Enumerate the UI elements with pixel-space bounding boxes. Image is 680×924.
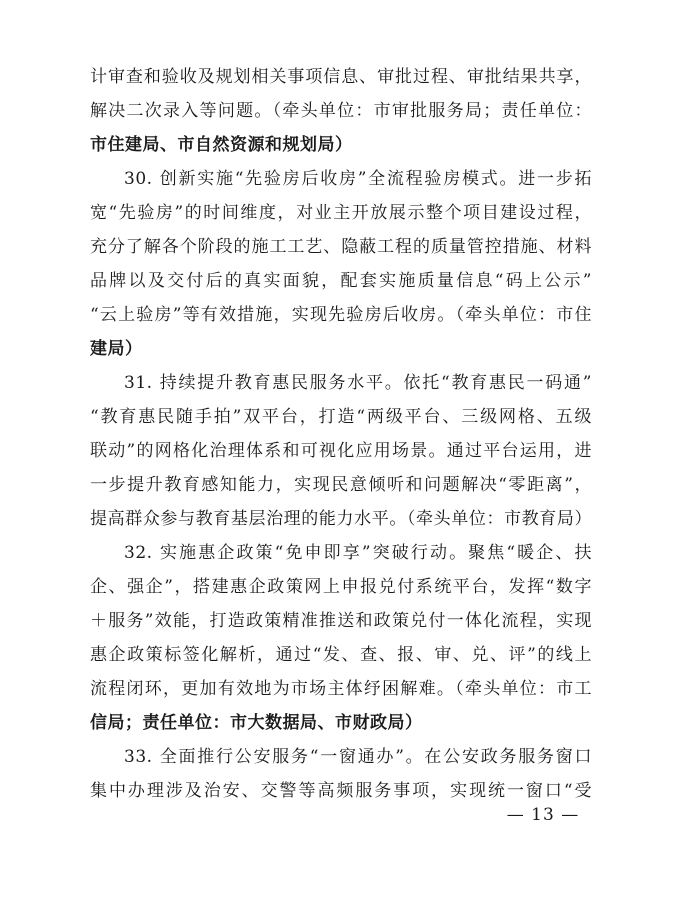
body-line: “云上验房”等有效措施，实现先验房后收房。（牵头单位：市住 [90, 305, 592, 325]
body-line: 联动”的网格化治理体系和可视化应用场景。通过平台运用，进 [90, 441, 592, 461]
item-33-heading-line: 33. 全面推行公安服务“一窗通办”。在公安政务服务窗口 [124, 747, 592, 767]
body-line: 计审查和验收及规划相关事项信息、审批过程、审批结果共享， [90, 67, 592, 87]
body-line: 惠企政策标签化解析，通过“发、查、报、审、兑、评”的线上 [90, 645, 592, 665]
body-line: ＋服务”效能，打造政策精准推送和政策兑付一体化流程，实现 [90, 611, 592, 631]
item-30-heading-line: 30. 创新实施“先验房后收房”全流程验房模式。进一步拓 [124, 169, 592, 189]
body-line: 建局） [90, 339, 143, 359]
body-line: 一步提升教育感知能力，实现民意倾听和问题解决“零距离”， [90, 475, 592, 495]
body-line: 企、强企”，搭建惠企政策网上申报兑付系统平台，发挥“数字 [90, 577, 592, 597]
body-line: 集中办理涉及治安、交警等高频服务事项，实现统一窗口“受 [90, 781, 592, 801]
body-line: 流程闭环，更加有效地为市场主体纾困解难。（牵头单位：市工 [90, 679, 592, 699]
body-line: 品牌以及交付后的真实面貌，配套实施质量信息“码上公示” [90, 271, 592, 291]
body-line: 解决二次录入等问题。（牵头单位：市审批服务局；责任单位： [90, 101, 592, 121]
body-line: 宽“先验房”的时间维度，对业主开放展示整个项目建设过程， [90, 203, 592, 223]
item-32-heading-line: 32. 实施惠企政策“免申即享”突破行动。聚焦“暖企、扶 [124, 543, 592, 563]
body-line: 信局；责任单位：市大数据局、市财政局） [90, 713, 423, 733]
page-number: — 13 — [506, 805, 580, 825]
item-31-heading-line: 31. 持续提升教育惠民服务水平。依托“教育惠民一码通” [124, 373, 592, 393]
body-line: 市住建局、市自然资源和规划局） [90, 135, 353, 155]
body-line: 充分了解各个阶段的施工工艺、隐蔽工程的质量管控措施、材料 [90, 237, 592, 257]
body-line: 提高群众参与教育基层治理的能力水平。（牵头单位：市教育局） [90, 509, 592, 529]
body-line: “教育惠民随手拍”双平台，打造“两级平台、三级网格、五级 [90, 407, 592, 427]
